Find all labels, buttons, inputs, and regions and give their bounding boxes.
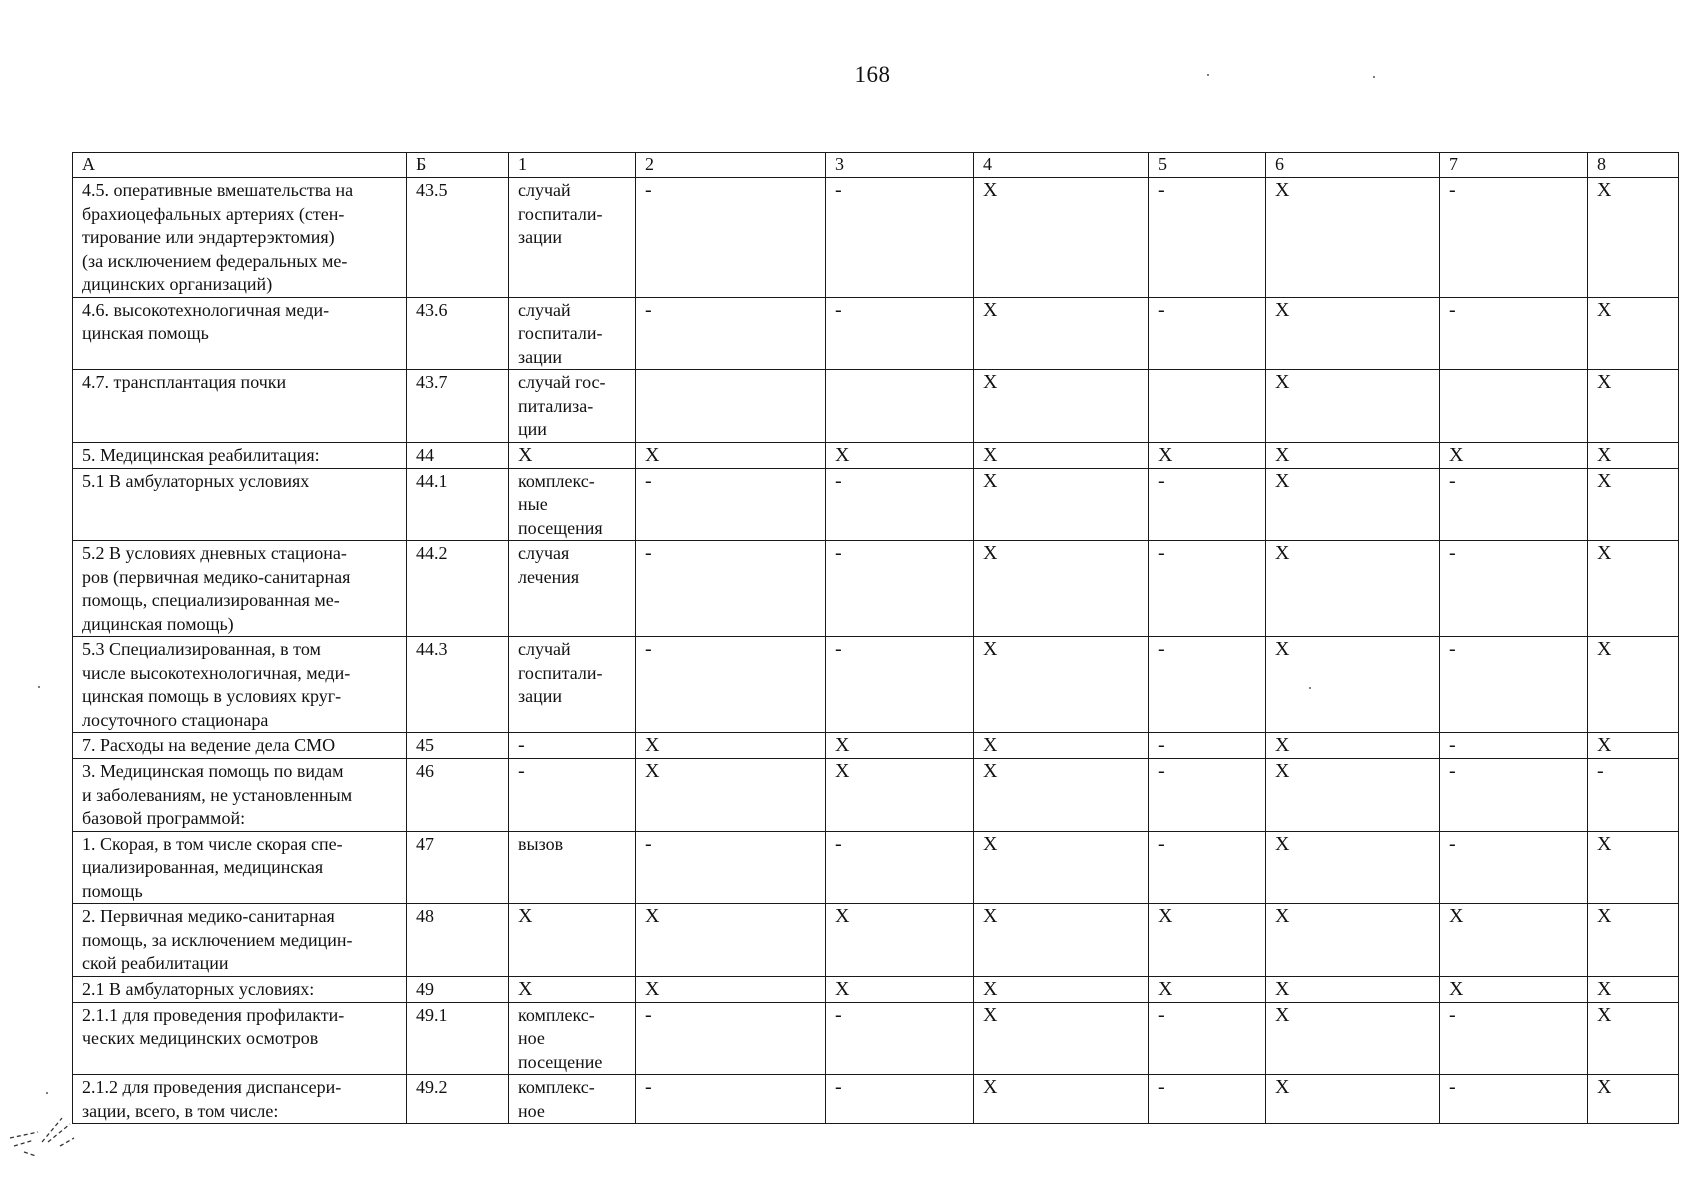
row-value-cell-col-8: X xyxy=(1588,637,1679,733)
row-name-cell: 4.7. трансплантация почки xyxy=(73,370,407,443)
row-value-cell-col-2: - xyxy=(636,297,826,370)
row-value-cell-col-8: X xyxy=(1588,1002,1679,1075)
row-value-cell-col-7: - xyxy=(1440,1075,1588,1124)
row-value-cell-col-8: X xyxy=(1588,831,1679,904)
row-unit-cell: X xyxy=(509,904,636,977)
row-value-cell-col-2: - xyxy=(636,178,826,298)
row-name-cell: 4.5. оперативные вмешательства на брахиоцефальных артериях (стен- тирование или эндартерэктомия) (за исключением федеральных ме- дицинских организаций) xyxy=(73,178,407,298)
row-value-cell-col-3: - xyxy=(826,178,974,298)
row-value-cell-col-8: X xyxy=(1588,541,1679,637)
row-code-cell: 49 xyxy=(407,976,509,1002)
row-value-cell-col-2: - xyxy=(636,637,826,733)
row-value-cell-col-7: - xyxy=(1440,468,1588,541)
row-value-cell-col-3: - xyxy=(826,1075,974,1124)
row-unit-cell: X xyxy=(509,976,636,1002)
row-value-cell-col-3: X xyxy=(826,904,974,977)
row-value-cell-col-2: X xyxy=(636,733,826,759)
table-body xyxy=(73,153,1679,1124)
row-value-cell-col-5: X xyxy=(1149,976,1266,1002)
row-value-cell-col-3: X xyxy=(826,976,974,1002)
row-value-cell-col-8: X xyxy=(1588,468,1679,541)
scan-speck xyxy=(1373,76,1375,78)
header-cell-col-7: 7 xyxy=(1440,153,1588,178)
row-value-cell-col-4: X xyxy=(974,976,1149,1002)
row-value-cell-col-3: - xyxy=(826,468,974,541)
row-value-cell-col-6: X xyxy=(1266,904,1440,977)
row-value-cell-col-3: - xyxy=(826,637,974,733)
row-unit-cell: случай госпитали- зации xyxy=(509,178,636,298)
row-value-cell-col-6: X xyxy=(1266,759,1440,832)
row-value-cell-col-2: - xyxy=(636,831,826,904)
row-unit-cell: случая лечения xyxy=(509,541,636,637)
row-unit-cell: комплекс- ное посещение xyxy=(509,1002,636,1075)
row-value-cell-col-6: X xyxy=(1266,541,1440,637)
row-value-cell-col-6: X xyxy=(1266,976,1440,1002)
header-cell-col-6: 6 xyxy=(1266,153,1440,178)
row-value-cell-col-3: X xyxy=(826,733,974,759)
row-code-cell: 49.1 xyxy=(407,1002,509,1075)
row-value-cell-col-6: X xyxy=(1266,468,1440,541)
table-row xyxy=(73,541,1679,637)
row-name-cell: 3. Медицинская помощь по видам и заболеваниям, не установленным базовой программой: xyxy=(73,759,407,832)
row-value-cell-col-7: - xyxy=(1440,733,1588,759)
row-value-cell-col-6: X xyxy=(1266,831,1440,904)
row-value-cell-col-8: X xyxy=(1588,976,1679,1002)
row-unit-cell: случай госпитали- зации xyxy=(509,637,636,733)
row-value-cell-col-8: X xyxy=(1588,904,1679,977)
row-value-cell-col-5: - xyxy=(1149,733,1266,759)
row-unit-cell: вызов xyxy=(509,831,636,904)
row-name-cell: 1. Скорая, в том числе скорая спе- циализированная, медицинская помощь xyxy=(73,831,407,904)
header-cell-col-3: 3 xyxy=(826,153,974,178)
row-value-cell-col-5: - xyxy=(1149,1002,1266,1075)
row-value-cell-col-8: X xyxy=(1588,1075,1679,1124)
table-row xyxy=(73,733,1679,759)
data-table xyxy=(72,152,1679,1124)
row-value-cell-col-4: X xyxy=(974,370,1149,443)
row-code-cell: 43.7 xyxy=(407,370,509,443)
row-code-cell: 49.2 xyxy=(407,1075,509,1124)
row-name-cell: 5.2 В условиях дневных стациона- ров (первичная медико-санитарная помощь, специализированная ме- дицинская помощь) xyxy=(73,541,407,637)
row-code-cell: 44.3 xyxy=(407,637,509,733)
row-value-cell-col-3: - xyxy=(826,831,974,904)
table-row xyxy=(73,904,1679,977)
row-value-cell-col-7: - xyxy=(1440,297,1588,370)
row-value-cell-col-5 xyxy=(1149,370,1266,443)
row-value-cell-col-3: X xyxy=(826,442,974,468)
row-value-cell-col-6: X xyxy=(1266,297,1440,370)
row-value-cell-col-5: - xyxy=(1149,759,1266,832)
table-row xyxy=(73,831,1679,904)
row-value-cell-col-2: - xyxy=(636,1002,826,1075)
row-value-cell-col-6: X xyxy=(1266,637,1440,733)
table-row xyxy=(73,468,1679,541)
row-value-cell-col-7: - xyxy=(1440,637,1588,733)
table-row xyxy=(73,370,1679,443)
table-row xyxy=(73,759,1679,832)
row-value-cell-col-7: X xyxy=(1440,904,1588,977)
row-code-cell: 43.5 xyxy=(407,178,509,298)
row-value-cell-col-6: X xyxy=(1266,1075,1440,1124)
table-header-row xyxy=(73,153,1679,178)
row-value-cell-col-4: X xyxy=(974,1075,1149,1124)
row-value-cell-col-2: - xyxy=(636,1075,826,1124)
row-value-cell-col-5: - xyxy=(1149,831,1266,904)
row-value-cell-col-6: X xyxy=(1266,178,1440,298)
row-value-cell-col-5: - xyxy=(1149,637,1266,733)
table-row xyxy=(73,1002,1679,1075)
table-row xyxy=(73,442,1679,468)
row-value-cell-col-5: X xyxy=(1149,442,1266,468)
row-value-cell-col-8: X xyxy=(1588,370,1679,443)
table-row xyxy=(73,297,1679,370)
scan-speck xyxy=(38,686,40,688)
row-name-cell: 5.3 Специализированная, в том числе высокотехнологичная, меди- цинская помощь в условиях круг- лосуточного стационара xyxy=(73,637,407,733)
header-cell-col-8: 8 xyxy=(1588,153,1679,178)
table-row xyxy=(73,976,1679,1002)
row-value-cell-col-4: X xyxy=(974,904,1149,977)
row-value-cell-col-7: X xyxy=(1440,976,1588,1002)
pen-mark-icon xyxy=(4,1112,84,1162)
row-value-cell-col-7 xyxy=(1440,370,1588,443)
scan-speck xyxy=(1309,687,1311,689)
row-value-cell-col-7: - xyxy=(1440,178,1588,298)
scan-speck xyxy=(1207,74,1209,76)
row-value-cell-col-4: X xyxy=(974,297,1149,370)
row-code-cell: 44.2 xyxy=(407,541,509,637)
row-unit-cell: - xyxy=(509,733,636,759)
row-value-cell-col-6: X xyxy=(1266,442,1440,468)
row-value-cell-col-8: X xyxy=(1588,442,1679,468)
row-value-cell-col-2: - xyxy=(636,468,826,541)
row-value-cell-col-7: - xyxy=(1440,1002,1588,1075)
row-code-cell: 48 xyxy=(407,904,509,977)
row-value-cell-col-3: - xyxy=(826,541,974,637)
row-value-cell-col-4: X xyxy=(974,1002,1149,1075)
row-value-cell-col-5: - xyxy=(1149,297,1266,370)
header-cell-col-b: Б xyxy=(407,153,509,178)
row-value-cell-col-4: X xyxy=(974,637,1149,733)
row-code-cell: 46 xyxy=(407,759,509,832)
row-code-cell: 44 xyxy=(407,442,509,468)
row-value-cell-col-8: X xyxy=(1588,178,1679,298)
row-value-cell-col-4: X xyxy=(974,831,1149,904)
row-value-cell-col-4: X xyxy=(974,178,1149,298)
header-cell-col-a: А xyxy=(73,153,407,178)
row-value-cell-col-4: X xyxy=(974,759,1149,832)
row-value-cell-col-4: X xyxy=(974,442,1149,468)
row-value-cell-col-7: - xyxy=(1440,831,1588,904)
row-name-cell: 2. Первичная медико-санитарная помощь, за исключением медицин- ской реабилитации xyxy=(73,904,407,977)
page-number: 168 xyxy=(854,62,891,87)
row-name-cell: 2.1.2 для проведения диспансери- зации, всего, в том числе: xyxy=(73,1075,407,1124)
row-unit-cell: случай гос- питализа- ции xyxy=(509,370,636,443)
row-value-cell-col-3: - xyxy=(826,297,974,370)
row-name-cell: 5.1 В амбулаторных условиях xyxy=(73,468,407,541)
row-value-cell-col-8: X xyxy=(1588,733,1679,759)
row-unit-cell: комплекс- ные посещения xyxy=(509,468,636,541)
row-value-cell-col-3 xyxy=(826,370,974,443)
row-value-cell-col-8: X xyxy=(1588,297,1679,370)
row-value-cell-col-3: - xyxy=(826,1002,974,1075)
row-code-cell: 43.6 xyxy=(407,297,509,370)
row-value-cell-col-5: - xyxy=(1149,178,1266,298)
row-name-cell: 5. Медицинская реабилитация: xyxy=(73,442,407,468)
row-unit-cell: - xyxy=(509,759,636,832)
row-value-cell-col-2: X xyxy=(636,442,826,468)
row-value-cell-col-5: X xyxy=(1149,904,1266,977)
table-row xyxy=(73,637,1679,733)
header-cell-col-2: 2 xyxy=(636,153,826,178)
row-value-cell-col-8: - xyxy=(1588,759,1679,832)
row-code-cell: 45 xyxy=(407,733,509,759)
scan-speck xyxy=(46,1092,48,1094)
row-value-cell-col-4: X xyxy=(974,733,1149,759)
row-value-cell-col-6: X xyxy=(1266,733,1440,759)
row-value-cell-col-6: X xyxy=(1266,370,1440,443)
header-cell-col-4: 4 xyxy=(974,153,1149,178)
row-value-cell-col-2: X xyxy=(636,904,826,977)
header-cell-col-1: 1 xyxy=(509,153,636,178)
row-code-cell: 44.1 xyxy=(407,468,509,541)
row-value-cell-col-2: - xyxy=(636,541,826,637)
row-value-cell-col-7: - xyxy=(1440,541,1588,637)
row-unit-cell: комплекс- ное xyxy=(509,1075,636,1124)
row-value-cell-col-7: X xyxy=(1440,442,1588,468)
row-name-cell: 2.1.1 для проведения профилакти- ческих медицинских осмотров xyxy=(73,1002,407,1075)
row-name-cell: 2.1 В амбулаторных условиях: xyxy=(73,976,407,1002)
row-value-cell-col-4: X xyxy=(974,541,1149,637)
row-unit-cell: случай госпитали- зации xyxy=(509,297,636,370)
row-name-cell: 4.6. высокотехнологичная меди- цинская помощь xyxy=(73,297,407,370)
row-value-cell-col-5: - xyxy=(1149,1075,1266,1124)
row-value-cell-col-7: - xyxy=(1440,759,1588,832)
header-cell-col-5: 5 xyxy=(1149,153,1266,178)
row-code-cell: 47 xyxy=(407,831,509,904)
row-value-cell-col-5: - xyxy=(1149,468,1266,541)
row-value-cell-col-3: X xyxy=(826,759,974,832)
row-value-cell-col-2: X xyxy=(636,759,826,832)
row-value-cell-col-2 xyxy=(636,370,826,443)
row-name-cell: 7. Расходы на ведение дела СМО xyxy=(73,733,407,759)
table-row xyxy=(73,1075,1679,1124)
row-value-cell-col-4: X xyxy=(974,468,1149,541)
row-unit-cell: X xyxy=(509,442,636,468)
row-value-cell-col-2: X xyxy=(636,976,826,1002)
row-value-cell-col-6: X xyxy=(1266,1002,1440,1075)
table-row xyxy=(73,178,1679,298)
row-value-cell-col-5: - xyxy=(1149,541,1266,637)
